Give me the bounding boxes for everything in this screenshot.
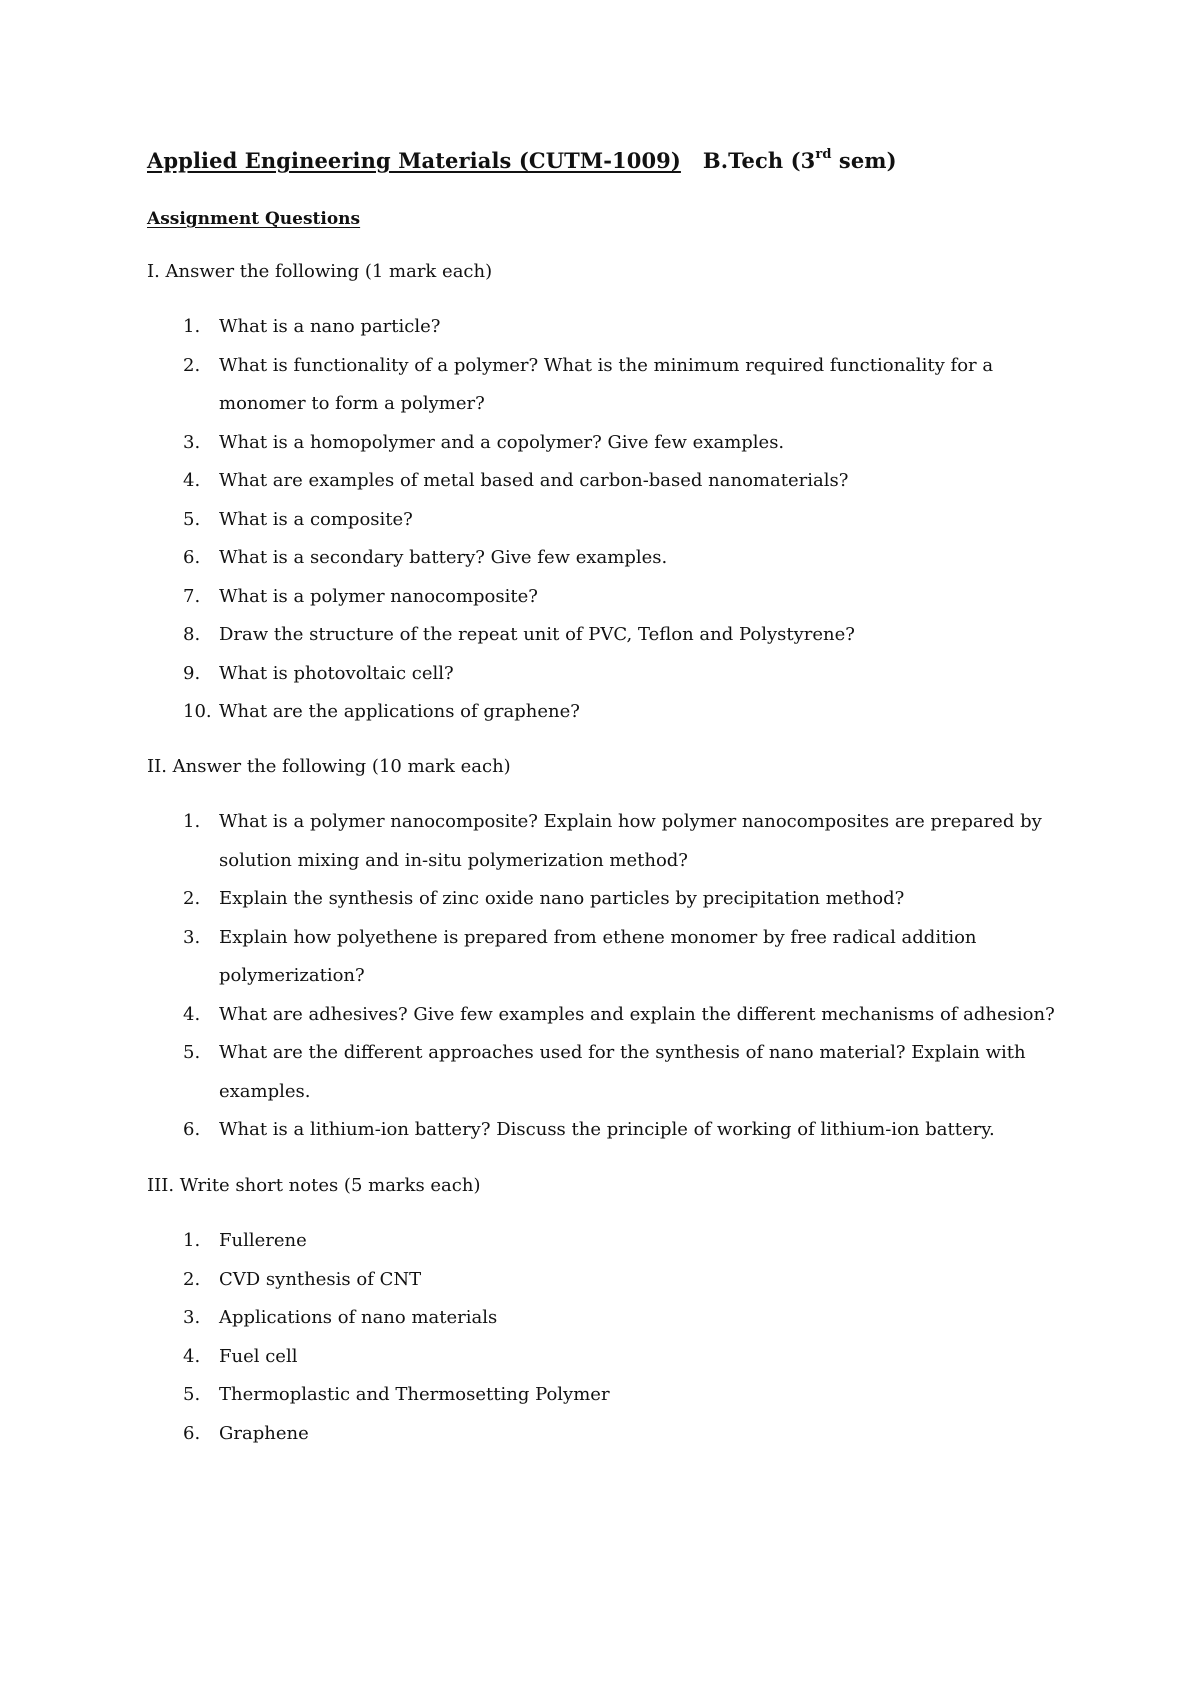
list-item <box>147 1261 1067 1300</box>
list-item <box>147 1222 1067 1261</box>
question-number: 8. <box>183 624 201 645</box>
list-item <box>147 578 1067 617</box>
list-item <box>147 1299 1067 1338</box>
question-text: What are examples of metal based and carbon-based nanomaterials? <box>219 470 849 491</box>
question-number: 1. <box>183 811 201 832</box>
list-item <box>147 880 1067 919</box>
question-text: What is a secondary battery? Give few examples. <box>219 547 668 568</box>
question-text: What is functionality of a polymer? What is the minimum required functionality for a monomer to form a polymer? <box>219 354 994 414</box>
section-1-heading: I. Answer the following (1 mark each) <box>147 261 493 282</box>
list-item <box>147 1338 1067 1377</box>
question-number: 3. <box>183 431 201 453</box>
list-item <box>147 462 1067 501</box>
question-text: What is a polymer nanocomposite? Explain how polymer nanocomposites are prepared by solution mixing and in-situ polymerization method? <box>219 811 1042 871</box>
question-text: Fuel cell <box>219 1345 298 1367</box>
list-item <box>147 347 1067 424</box>
question-text: What is photovoltaic cell? <box>219 662 454 684</box>
degree-info <box>703 148 897 173</box>
question-text: What is a composite? <box>219 508 413 530</box>
list-item <box>147 616 1067 655</box>
list-item <box>147 424 1067 463</box>
list-item <box>147 693 1067 732</box>
question-number: 5. <box>183 1384 201 1405</box>
question-number: 2. <box>183 1268 201 1290</box>
question-number: 9. <box>183 662 201 684</box>
question-text: What is a polymer nanocomposite? <box>219 585 538 607</box>
list-item <box>147 1376 1067 1415</box>
list-item <box>147 1111 1067 1150</box>
list-item <box>147 539 1067 578</box>
question-text: Draw the structure of the repeat unit of PVC, Teflon and Polystyrene? <box>219 624 855 645</box>
question-text: What is a homopolymer and a copolymer? Give few examples. <box>219 431 785 453</box>
question-number: 1. <box>183 1230 201 1251</box>
degree-superscript: rd <box>815 147 832 162</box>
section-2-question-list <box>147 803 1067 1150</box>
degree-suffix: sem) <box>831 148 897 173</box>
section-3-heading: III. Write short notes (5 marks each) <box>147 1175 481 1196</box>
question-number: 2. <box>183 888 201 909</box>
question-text: Explain the synthesis of zinc oxide nano particles by precipitation method? <box>219 888 905 909</box>
list-item <box>147 1034 1067 1111</box>
list-item <box>147 501 1067 540</box>
question-text: What are adhesives? Give few examples and explain the different mechanisms of adhesion? <box>219 1003 1055 1025</box>
subtitle-text: Assignment Questions <box>147 209 361 229</box>
question-number: 7. <box>183 585 201 607</box>
question-text: Thermoplastic and Thermosetting Polymer <box>219 1384 610 1405</box>
question-number: 2. <box>183 354 201 376</box>
section-3-question-list <box>147 1222 1067 1453</box>
question-number: 5. <box>183 1042 201 1063</box>
section-2-heading: II. Answer the following (10 mark each) <box>147 756 511 777</box>
question-number: 3. <box>183 1307 201 1328</box>
degree-prefix: B.Tech (3 <box>702 148 816 173</box>
list-item <box>147 919 1067 996</box>
question-number: 4. <box>183 470 201 491</box>
question-text: Applications of nano materials <box>219 1307 498 1328</box>
document-title <box>147 147 897 175</box>
list-item <box>147 996 1067 1035</box>
question-text: Explain how polyethene is prepared from ethene monomer by free radical addition polymerization? <box>219 926 977 986</box>
question-text: CVD synthesis of CNT <box>219 1268 422 1290</box>
section-1-question-list <box>147 308 1067 732</box>
question-text: What are the different approaches used for the synthesis of nano material? Explain with examples. <box>219 1042 1026 1102</box>
question-text: What are the applications of graphene? <box>219 701 580 722</box>
course-title: Applied Engineering Materials (CUTM-1009) <box>147 148 681 173</box>
list-item <box>147 308 1067 347</box>
question-number: 3. <box>183 926 201 948</box>
question-text: What is a nano particle? <box>219 316 441 337</box>
list-item <box>147 803 1067 880</box>
question-number: 4. <box>183 1345 201 1367</box>
assignment-subtitle <box>147 208 406 230</box>
list-item <box>147 1415 1067 1454</box>
question-number: 6. <box>183 1119 201 1140</box>
question-number: 1. <box>183 316 201 337</box>
question-text: Graphene <box>219 1422 309 1444</box>
question-text: What is a lithium-ion battery? Discuss the principle of working of lithium-ion battery. <box>219 1119 995 1140</box>
list-item <box>147 655 1067 694</box>
question-number: 4. <box>183 1003 201 1025</box>
question-number: 10. <box>183 701 212 722</box>
question-number: 6. <box>183 1422 201 1444</box>
question-number: 5. <box>183 508 201 530</box>
question-text: Fullerene <box>219 1230 307 1251</box>
question-number: 6. <box>183 547 201 568</box>
